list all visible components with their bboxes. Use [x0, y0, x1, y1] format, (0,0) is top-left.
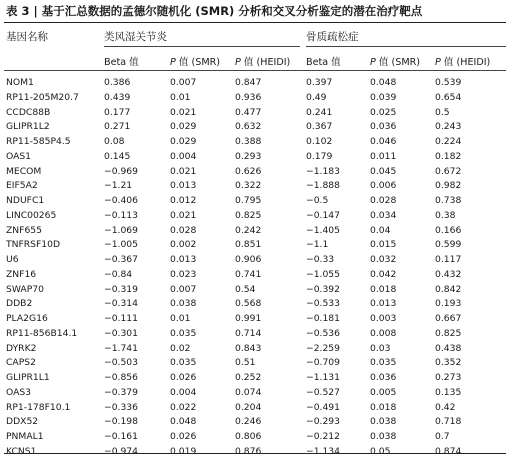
cell-gene-name: NOM1 — [6, 77, 34, 88]
cell-p-heidi-ra: 0.843 — [235, 342, 262, 354]
cell-p-heidi-ra: 0.876 — [235, 445, 262, 457]
table-row — [0, 415, 510, 429]
table-row — [0, 401, 510, 415]
cell-p-heidi-ra: 0.741 — [235, 268, 262, 280]
table-row — [0, 283, 510, 297]
table-row — [0, 430, 510, 444]
cell-p-smr-op: 0.03 — [370, 342, 391, 354]
cell-beta-ra: 0.439 — [104, 91, 131, 103]
cell-p-smr-ra: 0.019 — [170, 445, 197, 457]
cell-p-smr-op: 0.038 — [370, 431, 397, 442]
cell-beta-op: 0.49 — [306, 91, 327, 103]
table-row — [0, 76, 510, 90]
table-row — [0, 106, 510, 120]
col-header-p-heidi-ra: P 值 (HEIDI) — [235, 57, 291, 68]
cell-p-smr-ra: 0.021 — [170, 165, 197, 177]
col-header-p-heidi-op: P 值 (HEIDI) — [435, 57, 491, 68]
cell-p-heidi-ra: 0.568 — [235, 298, 262, 310]
cell-beta-ra: −0.198 — [104, 416, 139, 428]
cell-beta-op: 0.241 — [306, 106, 333, 118]
table-row — [0, 342, 510, 356]
table-row — [0, 165, 510, 179]
cell-p-heidi-op: 0.135 — [435, 386, 462, 398]
cell-beta-op: −0.527 — [306, 386, 341, 398]
cell-p-heidi-ra: 0.847 — [235, 77, 262, 88]
cell-p-heidi-ra: 0.806 — [235, 431, 262, 442]
cell-gene-name: ZNF655 — [6, 224, 42, 236]
cell-beta-ra: 0.386 — [104, 77, 131, 88]
table-row — [0, 135, 510, 149]
cell-beta-ra: −0.111 — [104, 313, 139, 324]
cell-p-smr-ra: 0.022 — [170, 401, 197, 413]
cell-p-heidi-ra: 0.936 — [235, 91, 262, 103]
cell-gene-name: LINC00265 — [6, 209, 57, 221]
cell-beta-op: −1.183 — [306, 165, 341, 177]
cell-gene-name: OAS3 — [6, 386, 32, 398]
cell-p-smr-ra: 0.007 — [170, 283, 197, 295]
cell-p-smr-op: 0.018 — [370, 283, 397, 295]
cell-p-smr-op: 0.028 — [370, 195, 397, 206]
col-header-p-smr-op: P 值 (SMR) — [370, 57, 421, 68]
cell-p-heidi-op: 0.825 — [435, 327, 462, 339]
cell-beta-op: −0.491 — [306, 401, 341, 413]
cell-p-heidi-op: 0.243 — [435, 121, 462, 133]
cell-beta-ra: −0.367 — [104, 254, 139, 265]
cell-p-heidi-op: 0.273 — [435, 372, 462, 383]
cell-p-smr-op: 0.045 — [370, 165, 397, 177]
cell-beta-op: −0.33 — [306, 254, 335, 265]
cell-p-smr-ra: 0.026 — [170, 372, 197, 383]
cell-p-heidi-op: 0.539 — [435, 77, 462, 88]
cell-p-smr-op: 0.04 — [370, 224, 391, 236]
cell-gene-name: SWAP70 — [6, 283, 44, 295]
cell-beta-ra: −0.406 — [104, 195, 139, 206]
cell-beta-op: 0.397 — [306, 77, 333, 88]
cell-p-heidi-op: 0.7 — [435, 431, 450, 442]
cell-p-smr-ra: 0.004 — [170, 386, 197, 398]
cell-beta-op: −1.888 — [306, 180, 341, 192]
cell-p-smr-op: 0.039 — [370, 91, 397, 103]
cell-beta-op: −0.709 — [306, 357, 341, 369]
cell-beta-ra: −0.161 — [104, 431, 139, 442]
cell-p-smr-ra: 0.029 — [170, 121, 197, 133]
table-row — [0, 120, 510, 134]
cell-p-smr-ra: 0.013 — [170, 180, 197, 192]
cell-p-smr-ra: 0.004 — [170, 150, 197, 162]
cell-p-heidi-ra: 0.388 — [235, 136, 262, 147]
cell-gene-name: CCDC88B — [6, 106, 51, 118]
cell-p-heidi-op: 0.438 — [435, 342, 462, 354]
table-row — [0, 327, 510, 341]
cell-p-heidi-ra: 0.322 — [235, 180, 262, 192]
cell-gene-name: TNFRSF10D — [6, 239, 61, 251]
table-row — [0, 253, 510, 267]
cell-gene-name: RP1-178F10.1 — [6, 401, 71, 413]
cell-p-smr-op: 0.008 — [370, 327, 397, 339]
cell-p-smr-op: 0.003 — [370, 313, 397, 324]
cell-p-smr-ra: 0.029 — [170, 136, 197, 147]
cell-beta-op: −0.5 — [306, 195, 329, 206]
table-row — [0, 445, 510, 459]
cell-gene-name: OAS1 — [6, 150, 32, 162]
cell-p-heidi-op: 0.182 — [435, 150, 462, 162]
cell-beta-op: −0.147 — [306, 209, 341, 221]
cell-gene-name: GLIPR1L1 — [6, 372, 50, 383]
cell-p-heidi-op: 0.667 — [435, 313, 462, 324]
cell-p-smr-op: 0.011 — [370, 150, 397, 162]
cell-p-heidi-op: 0.982 — [435, 180, 462, 192]
cell-p-heidi-op: 0.842 — [435, 283, 462, 295]
cell-p-heidi-ra: 0.991 — [235, 313, 262, 324]
cell-beta-op: −1.131 — [306, 372, 341, 383]
cell-p-heidi-ra: 0.074 — [235, 386, 262, 398]
cell-p-smr-op: 0.035 — [370, 357, 397, 369]
cell-p-smr-ra: 0.035 — [170, 327, 197, 339]
cell-p-smr-ra: 0.01 — [170, 91, 191, 103]
table-row — [0, 312, 510, 326]
cell-beta-op: −1.405 — [306, 224, 341, 236]
cell-beta-ra: −0.974 — [104, 445, 139, 457]
cell-p-smr-ra: 0.013 — [170, 254, 197, 265]
cell-p-smr-op: 0.046 — [370, 136, 397, 147]
cell-p-heidi-op: 0.224 — [435, 136, 462, 147]
cell-p-heidi-op: 0.38 — [435, 209, 456, 221]
cell-p-smr-op: 0.036 — [370, 372, 397, 383]
cell-p-smr-ra: 0.021 — [170, 106, 197, 118]
cell-beta-ra: −0.113 — [104, 209, 139, 221]
cell-p-heidi-op: 0.117 — [435, 254, 462, 265]
cell-p-heidi-ra: 0.825 — [235, 209, 262, 221]
table-row — [0, 386, 510, 400]
cell-p-smr-ra: 0.026 — [170, 431, 197, 442]
cell-p-smr-op: 0.034 — [370, 209, 397, 221]
table-row — [0, 297, 510, 311]
cell-beta-ra: 0.08 — [104, 136, 125, 147]
cell-beta-op: 0.102 — [306, 136, 333, 147]
cell-p-heidi-op: 0.738 — [435, 195, 462, 206]
cell-beta-op: 0.179 — [306, 150, 333, 162]
cell-gene-name: PNMAL1 — [6, 431, 44, 442]
cell-p-heidi-ra: 0.51 — [235, 357, 256, 369]
cell-beta-ra: −1.005 — [104, 239, 139, 251]
cell-beta-ra: −1.741 — [104, 342, 139, 354]
table-row — [0, 268, 510, 282]
cell-p-heidi-op: 0.352 — [435, 357, 462, 369]
cell-p-heidi-op: 0.42 — [435, 401, 456, 413]
cell-gene-name: PLA2G16 — [6, 313, 48, 324]
cell-beta-op: −0.533 — [306, 298, 341, 310]
cell-p-heidi-ra: 0.632 — [235, 121, 262, 133]
header-rule — [4, 70, 506, 71]
cell-beta-ra: −0.856 — [104, 372, 139, 383]
cell-beta-op: −0.212 — [306, 431, 341, 442]
cell-p-heidi-op: 0.166 — [435, 224, 462, 236]
table-row — [0, 194, 510, 208]
cell-p-smr-op: 0.038 — [370, 416, 397, 428]
cell-beta-ra: −1.21 — [104, 180, 133, 192]
cell-beta-ra: −0.969 — [104, 165, 139, 177]
group2-underline — [306, 46, 506, 47]
cell-beta-ra: −1.069 — [104, 224, 139, 236]
table-caption: 表 3 | 基于汇总数据的孟德尔随机化 (SMR) 分析和交叉分析鉴定的潜在治疗靶点 — [6, 4, 423, 18]
cell-p-heidi-ra: 0.626 — [235, 165, 262, 177]
cell-p-smr-op: 0.025 — [370, 106, 397, 118]
cell-p-smr-ra: 0.028 — [170, 224, 197, 236]
cell-beta-ra: −0.336 — [104, 401, 139, 413]
table-row — [0, 179, 510, 193]
cell-p-heidi-ra: 0.293 — [235, 150, 262, 162]
cell-p-smr-op: 0.036 — [370, 121, 397, 133]
cell-beta-ra: −0.301 — [104, 327, 139, 339]
cell-p-heidi-ra: 0.477 — [235, 106, 262, 118]
bottom-rule — [4, 453, 506, 454]
group-header-rheumatoid-arthritis: 类风湿关节炎 — [104, 31, 167, 43]
cell-beta-ra: −0.379 — [104, 386, 139, 398]
cell-gene-name: NDUFC1 — [6, 195, 45, 206]
cell-gene-name: KCNS1 — [6, 445, 37, 457]
table-row — [0, 238, 510, 252]
table-row — [0, 356, 510, 370]
cell-beta-ra: −0.319 — [104, 283, 139, 295]
cell-p-heidi-op: 0.654 — [435, 91, 462, 103]
cell-gene-name: DYRK2 — [6, 342, 37, 354]
col-header-beta-ra: Beta 值 — [104, 57, 139, 68]
cell-beta-op: −2.259 — [306, 342, 341, 354]
cell-p-heidi-op: 0.718 — [435, 416, 462, 428]
cell-beta-op: 0.367 — [306, 121, 333, 133]
cell-gene-name: MECOM — [6, 165, 42, 177]
cell-beta-op: −0.293 — [306, 416, 341, 428]
cell-p-smr-ra: 0.02 — [170, 342, 191, 354]
cell-gene-name: DDX52 — [6, 416, 39, 428]
cell-p-smr-ra: 0.002 — [170, 239, 197, 251]
cell-gene-name: RP11-205M20.7 — [6, 91, 79, 103]
cell-gene-name: EIF5A2 — [6, 180, 38, 192]
cell-p-smr-ra: 0.035 — [170, 357, 197, 369]
table-row — [0, 91, 510, 105]
cell-beta-ra: 0.177 — [104, 106, 131, 118]
cell-p-heidi-ra: 0.851 — [235, 239, 262, 251]
cell-beta-op: −1.134 — [306, 445, 341, 457]
cell-p-heidi-op: 0.5 — [435, 106, 450, 118]
cell-gene-name: ZNF16 — [6, 268, 37, 280]
cell-gene-name: DDB2 — [6, 298, 33, 310]
cell-beta-ra: 0.145 — [104, 150, 131, 162]
cell-gene-name: U6 — [6, 254, 19, 265]
cell-p-smr-ra: 0.038 — [170, 298, 197, 310]
cell-p-smr-op: 0.032 — [370, 254, 397, 265]
cell-p-smr-op: 0.05 — [370, 445, 391, 457]
cell-p-smr-op: 0.018 — [370, 401, 397, 413]
cell-gene-name: CAPS2 — [6, 357, 36, 369]
cell-p-heidi-ra: 0.252 — [235, 372, 262, 383]
cell-p-heidi-ra: 0.204 — [235, 401, 262, 413]
cell-p-heidi-ra: 0.246 — [235, 416, 262, 428]
cell-p-heidi-op: 0.672 — [435, 165, 462, 177]
group-header-osteoporosis: 骨质疏松症 — [306, 31, 359, 43]
cell-p-heidi-op: 0.874 — [435, 445, 462, 457]
cell-p-heidi-ra: 0.795 — [235, 195, 262, 206]
cell-p-smr-op: 0.042 — [370, 268, 397, 280]
cell-beta-ra: 0.271 — [104, 121, 131, 133]
cell-p-heidi-ra: 0.54 — [235, 283, 256, 295]
cell-p-smr-op: 0.048 — [370, 77, 397, 88]
cell-p-heidi-ra: 0.242 — [235, 224, 262, 236]
cell-p-smr-ra: 0.048 — [170, 416, 197, 428]
cell-p-heidi-op: 0.432 — [435, 268, 462, 280]
cell-beta-op: −1.1 — [306, 239, 329, 251]
table-row — [0, 371, 510, 385]
col-header-p-smr-ra: P 值 (SMR) — [170, 57, 221, 68]
cell-p-smr-op: 0.006 — [370, 180, 397, 192]
gene-column-header: 基因名称 — [6, 31, 48, 43]
group1-underline — [104, 46, 300, 47]
table-row — [0, 150, 510, 164]
cell-p-smr-ra: 0.012 — [170, 195, 197, 206]
cell-beta-op: −0.181 — [306, 313, 341, 324]
cell-gene-name: RP11-856B14.1 — [6, 327, 78, 339]
cell-p-heidi-op: 0.599 — [435, 239, 462, 251]
table-row — [0, 224, 510, 238]
cell-beta-op: −0.536 — [306, 327, 341, 339]
cell-gene-name: GLIPR1L2 — [6, 121, 50, 133]
cell-p-smr-op: 0.015 — [370, 239, 397, 251]
cell-p-smr-ra: 0.01 — [170, 313, 191, 324]
cell-p-smr-op: 0.005 — [370, 386, 397, 398]
cell-p-smr-op: 0.013 — [370, 298, 397, 310]
cell-p-smr-ra: 0.021 — [170, 209, 197, 221]
cell-beta-op: −0.392 — [306, 283, 341, 295]
cell-gene-name: RP11-585P4.5 — [6, 136, 71, 147]
top-rule — [4, 22, 506, 23]
cell-p-heidi-ra: 0.714 — [235, 327, 262, 339]
cell-beta-ra: −0.84 — [104, 268, 133, 280]
cell-beta-ra: −0.503 — [104, 357, 139, 369]
table-row — [0, 209, 510, 223]
cell-p-smr-ra: 0.023 — [170, 268, 197, 280]
cell-p-heidi-op: 0.193 — [435, 298, 462, 310]
cell-beta-op: −1.055 — [306, 268, 341, 280]
col-header-beta-op: Beta 值 — [306, 57, 341, 68]
cell-p-heidi-ra: 0.906 — [235, 254, 262, 265]
cell-beta-ra: −0.314 — [104, 298, 139, 310]
cell-p-smr-ra: 0.007 — [170, 77, 197, 88]
